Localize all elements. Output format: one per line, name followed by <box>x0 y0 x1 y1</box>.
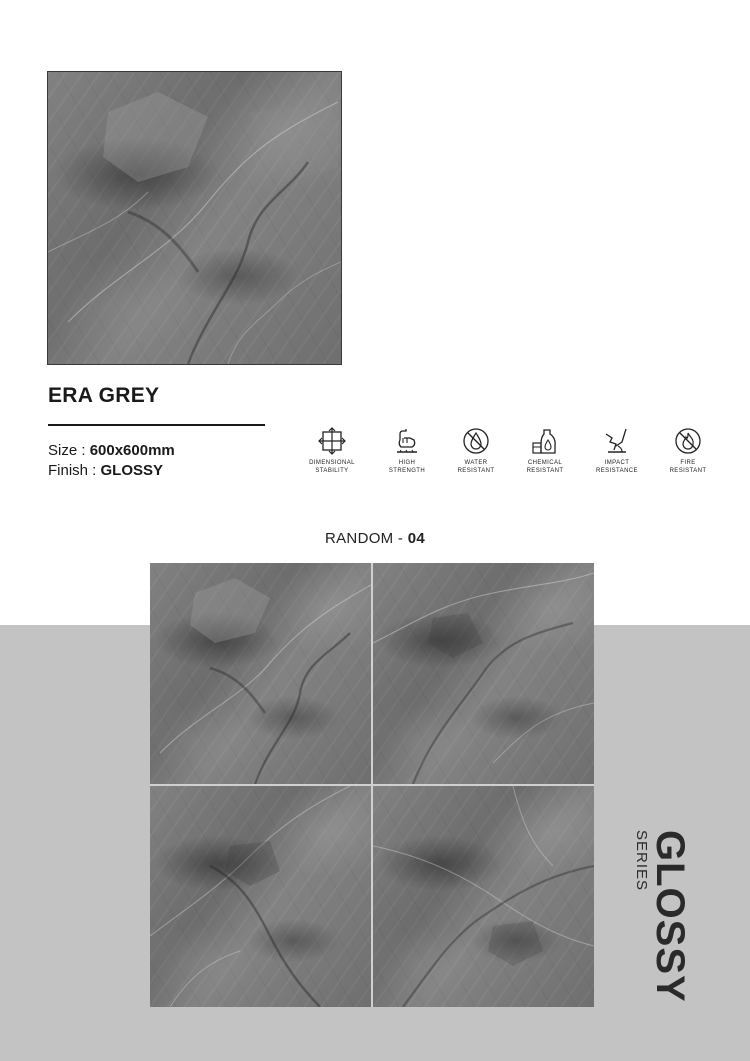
dimensional-stability-icon <box>317 426 347 456</box>
marble-veins <box>150 563 371 784</box>
tile-layout-grid <box>150 563 594 1007</box>
marble-veins <box>48 72 341 364</box>
feature-fire-resistant <box>653 426 723 475</box>
layout-pattern-label <box>0 530 750 547</box>
tile-sample-image <box>47 71 342 365</box>
size-label: Size : <box>48 442 90 459</box>
feature-label: IMPACT RESISTANCE <box>596 460 638 474</box>
tile-grid-cell <box>373 786 594 1007</box>
marble-veins <box>150 786 371 1007</box>
tile-grid-cell <box>150 563 371 784</box>
high-strength-icon <box>392 426 422 456</box>
marble-veins <box>373 563 594 784</box>
finish-value: GLOSSY <box>100 462 164 479</box>
layout-pattern-prefix: RANDOM - <box>325 530 408 547</box>
tile-grid-cell <box>150 786 371 1007</box>
feature-label: FIRE RESISTANT <box>669 460 707 474</box>
feature-label: HIGH STRENGTH <box>388 460 426 474</box>
impact-resistance-icon <box>602 426 632 456</box>
title-divider <box>48 424 265 426</box>
feature-label: CHEMICAL RESISTANT <box>526 460 564 474</box>
feature-impact-resistance <box>582 426 652 475</box>
size-value: 600x600mm <box>89 442 175 459</box>
product-name: ERA GREY <box>48 384 160 407</box>
water-resistant-icon <box>461 426 491 456</box>
feature-dimensional-stability <box>297 426 367 475</box>
feature-water-resistant <box>441 426 511 475</box>
finish-label: Finish : <box>48 462 101 479</box>
feature-label: WATER RESISTANT <box>457 460 495 474</box>
fire-resistant-icon <box>673 426 703 456</box>
series-subtitle: SERIES <box>633 830 650 892</box>
tile-grid-cell <box>373 563 594 784</box>
layout-pattern-number: 04 <box>407 530 425 547</box>
feature-label: DIMENSIONAL STABILITY <box>309 460 355 474</box>
series-title: GLOSSY <box>648 830 692 1003</box>
finish-spec <box>48 462 163 479</box>
chemical-resistant-icon <box>530 426 560 456</box>
size-spec <box>48 442 175 459</box>
feature-high-strength <box>372 426 442 475</box>
marble-veins <box>373 786 594 1007</box>
feature-chemical-resistant <box>510 426 580 475</box>
